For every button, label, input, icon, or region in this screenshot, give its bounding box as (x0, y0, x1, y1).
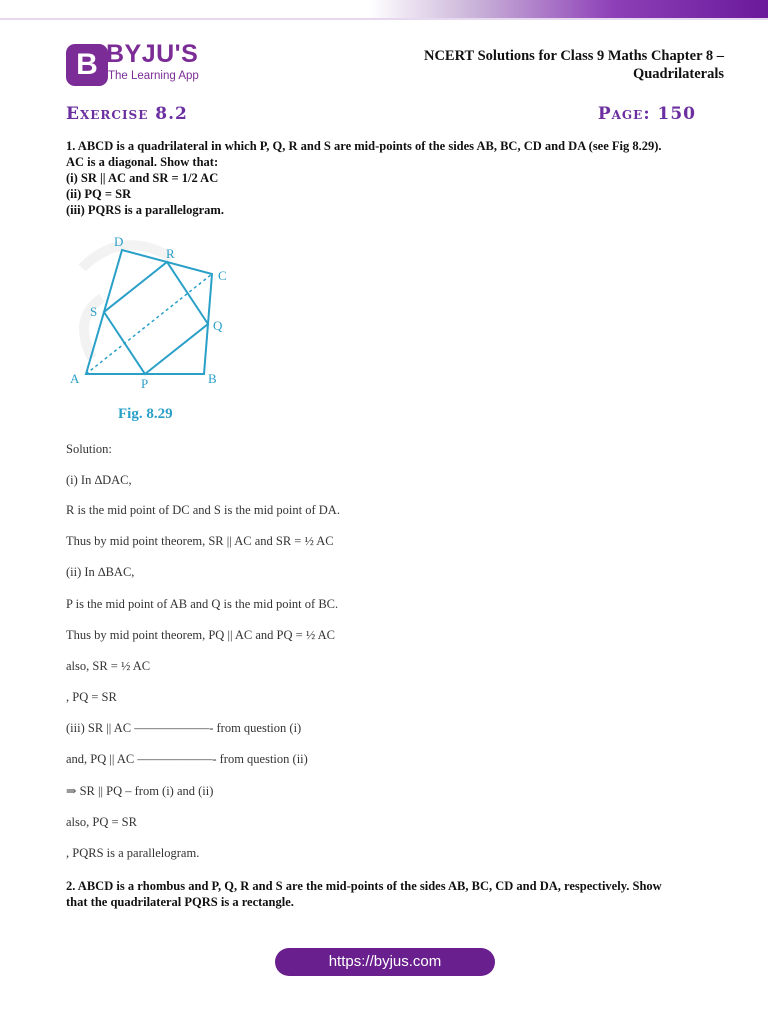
diagonal-ac (86, 274, 212, 374)
label-c: C (218, 268, 227, 283)
label-b: B (208, 371, 217, 386)
solution-line: (i) In ∆DAC, (66, 473, 132, 487)
document-title-line1: NCERT Solutions for Class 9 Maths Chapter 8 – (423, 48, 724, 64)
label-p: P (141, 376, 149, 391)
solution-line: Thus by mid point theorem, PQ || AC and PQ = ½ AC (66, 628, 336, 642)
solution-line: (ii) In ∆BAC, (66, 565, 135, 579)
question-1 (66, 138, 716, 218)
label-q: Q (213, 318, 223, 333)
figure-caption: Fig. 8.29 (118, 406, 173, 422)
question-2-line: 2. ABCD is a rhombus and P, Q, R and S are the mid-points of the sides AB, BC, CD and DA, respectively. Show (66, 879, 662, 893)
label-d: D (114, 234, 124, 249)
quadrilateral-pqrs (104, 262, 208, 374)
quadrilateral-figure (62, 228, 262, 428)
solution-line: , PQRS is a parallelogram. (66, 846, 200, 860)
solution-line: also, SR = ½ AC (66, 659, 151, 673)
exercise-title: Exercise 8.2 (66, 104, 188, 124)
top-decorative-bar (0, 0, 768, 18)
label-r: R (166, 246, 175, 261)
solution-line: also, PQ = SR (66, 815, 137, 829)
solution-line: and, PQ || AC ——————- from question (ii) (66, 752, 308, 766)
question-1-line: (iii) PQRS is a parallelogram. (66, 203, 224, 217)
document-title-line2: Quadrilaterals (632, 66, 724, 82)
question-1-line: 1. ABCD is a quadrilateral in which P, Q, R and S are mid-points of the sides AB, BC, CD and DA (see Fig 8.29). (66, 139, 662, 153)
document-title (364, 47, 724, 83)
footer-url-link[interactable]: https://byjus.com (275, 948, 495, 976)
logo-tagline: The Learning App (108, 70, 199, 82)
logo-b-icon: B (66, 44, 108, 86)
page-number: Page: 150 (597, 104, 696, 124)
question-2-line: that the quadrilateral PQRS is a rectangle. (66, 895, 294, 909)
label-a: A (70, 371, 80, 386)
solution-heading: Solution: (66, 442, 112, 456)
byjus-logo (66, 42, 226, 88)
solution-line: ⇒ SR || PQ – from (i) and (ii) (66, 784, 214, 798)
solution-line: , PQ = SR (66, 690, 117, 704)
question-2 (66, 878, 716, 910)
solution-line: Thus by mid point theorem, SR || AC and SR = ½ AC (66, 534, 334, 548)
logo-name: BYJU'S (106, 40, 199, 68)
solution-line: R is the mid point of DC and S is the mid point of DA. (66, 503, 340, 517)
label-s: S (90, 304, 98, 319)
solution-line: (iii) SR || AC ——————- from question (i) (66, 721, 302, 735)
question-1-line: (ii) PQ = SR (66, 187, 132, 201)
solution-line: P is the mid point of AB and Q is the mid point of BC. (66, 597, 339, 611)
question-1-line: AC is a diagonal. Show that: (66, 155, 219, 169)
question-1-line: (i) SR || AC and SR = 1/2 AC (66, 171, 219, 185)
